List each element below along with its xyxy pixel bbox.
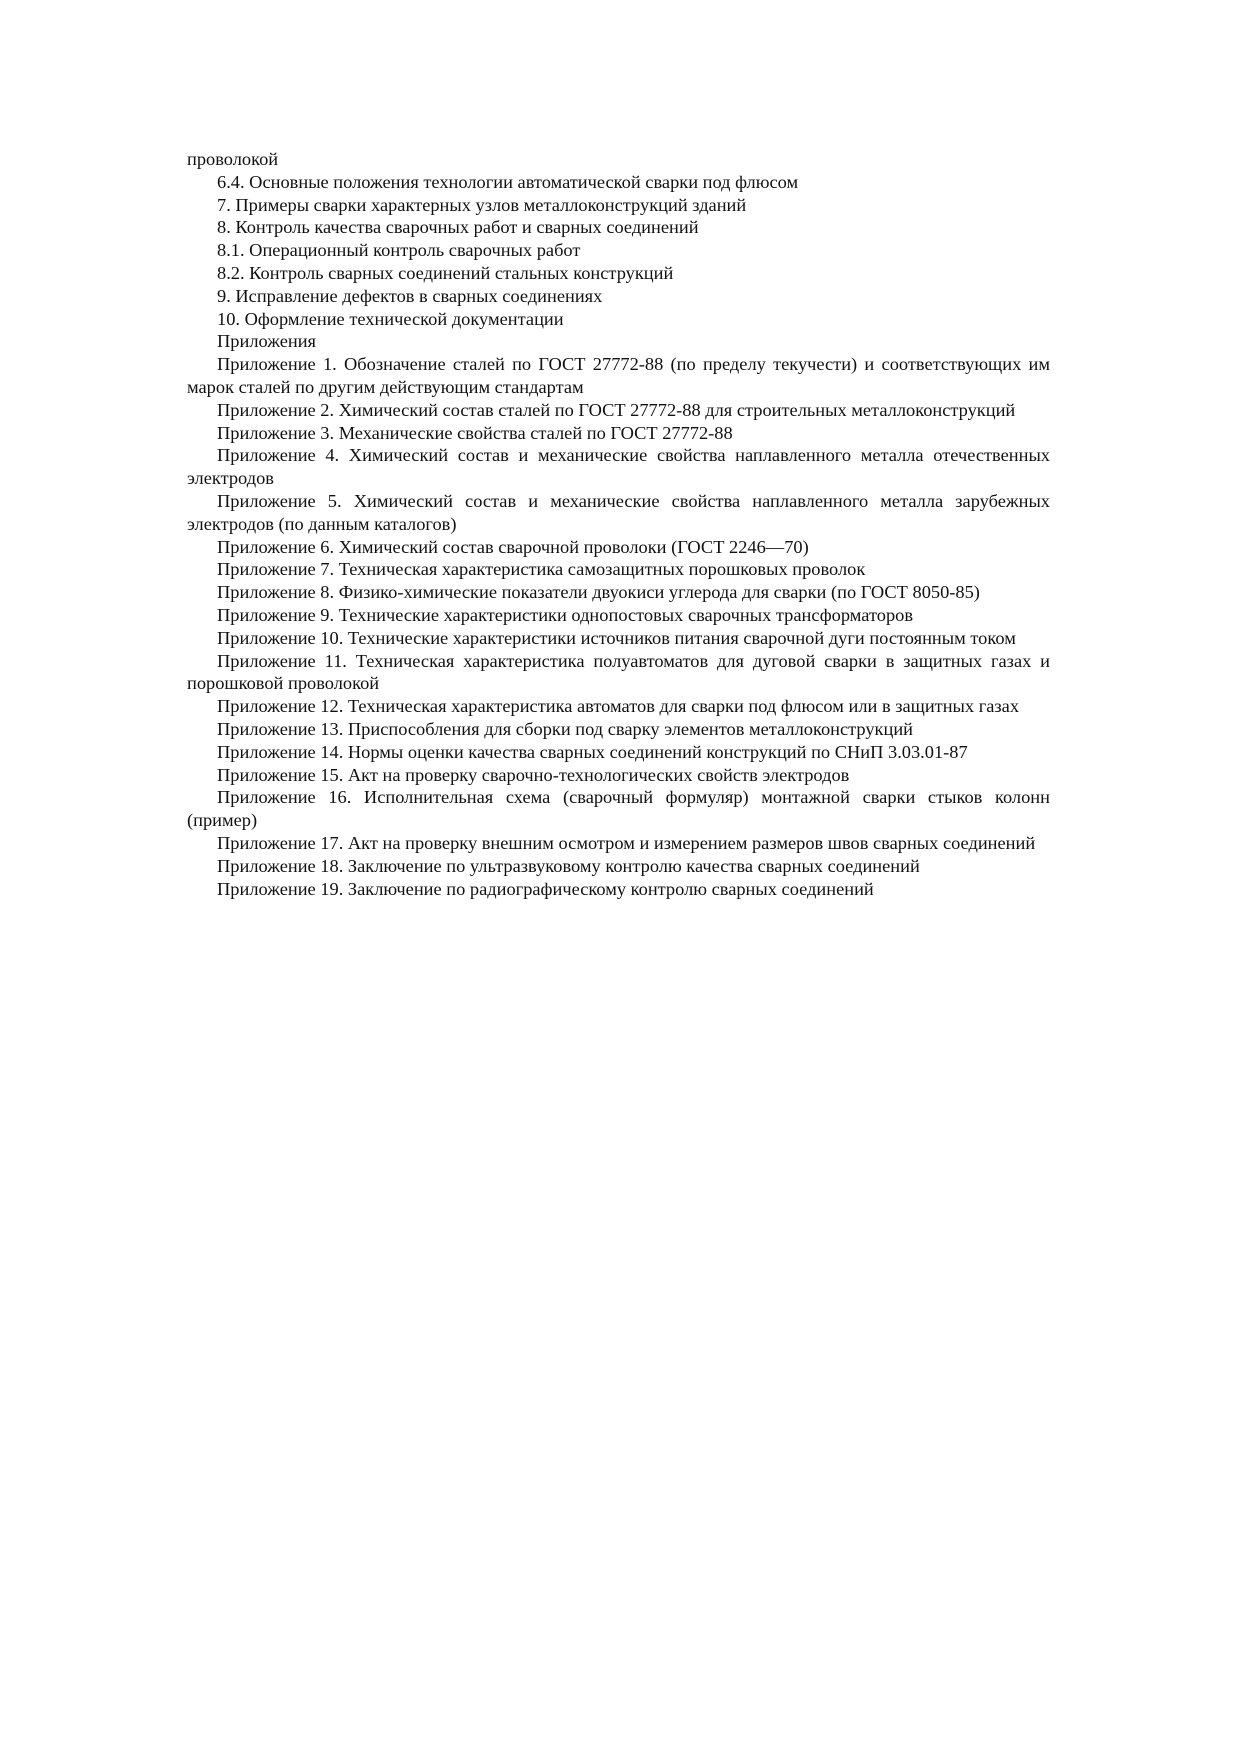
toc-item: Приложение 1. Обозначение сталей по ГОСТ 27772-88 (по пределу текучести) и соответствующих им марок сталей по другим действующим стандартам [187,354,1050,397]
toc-heading-appendices: Приложения [217,331,317,352]
toc-item: Приложение 9. Технические характеристики однопостовых сварочных трансформаторов [217,604,914,625]
toc-item: Приложение 3. Механические свойства сталей по ГОСТ 27772-88 [217,422,733,443]
toc-item: Приложение 12. Техническая характеристика автоматов для сварки под флюсом или в защитных газах [217,696,1020,717]
toc-item: Приложение 19. Заключение по радиографическому контролю сварных соединений [217,878,874,899]
toc-item: Приложение 18. Заключение по ультразвуковому контролю качества сварных соединений [217,855,920,876]
toc-item: 6.4. Основные положения технологии автоматической сварки под флюсом [217,171,799,192]
toc-item: 7. Примеры сварки характерных узлов металлоконструкций зданий [217,194,747,215]
toc-item: Приложение 7. Техническая характеристика самозащитных порошковых проволок [217,559,866,580]
document-page [187,148,1050,900]
toc-item: Приложение 10. Технические характеристики источников питания сварочной дуги постоянным током [217,627,1016,648]
toc-item: Приложение 8. Физико-химические показатели двуокиси углерода для сварки (по ГОСТ 8050-85) [217,582,980,603]
toc-item: Приложение 16. Исполнительная схема (сварочный формуляр) монтажной сварки стыков колонн (пример) [187,787,1050,831]
toc-item: 10. Оформление технической документации [217,308,564,329]
toc-item: Приложение 14. Нормы оценки качества сварных соединений конструкций по СНиП 3.03.01-87 [217,741,968,762]
toc-item: Приложение 2. Химический состав сталей по ГОСТ 27772-88 для строительных металлоконструкций [217,399,1016,420]
toc-item: Приложение 6. Химический состав сварочной проволоки (ГОСТ 2246—70) [217,536,809,557]
toc-item: Приложение 17. Акт на проверку внешним осмотром и измерением размеров швов сварных соединений [217,832,1036,853]
toc-item: 8. Контроль качества сварочных работ и сварных соединений [217,217,699,238]
toc-item: Приложение 15. Акт на проверку сварочно-технологических свойств электродов [217,764,850,785]
toc-item: Приложение 11. Техническая характеристика полуавтоматов для дуговой сварки в защитных газах и порошковой проволокой [187,650,1050,694]
toc-item: Приложение 13. Приспособления для сборки под сварку элементов металлоконструкций [217,718,914,739]
toc-item: 9. Исправление дефектов в сварных соединениях [217,285,603,306]
toc-item: 8.1. Операционный контроль сварочных работ [217,240,581,261]
toc-item: Приложение 5. Химический состав и механические свойства наплавленного металла зарубежных электродов (по данным каталогов) [187,490,1050,534]
toc-item: Приложение 4. Химический состав и механические свойства наплавленного металла отечественных электродов [187,445,1050,489]
continuation-line: проволокой [187,149,279,169]
toc-item: 8.2. Контроль сварных соединений стальных конструкций [217,262,674,283]
